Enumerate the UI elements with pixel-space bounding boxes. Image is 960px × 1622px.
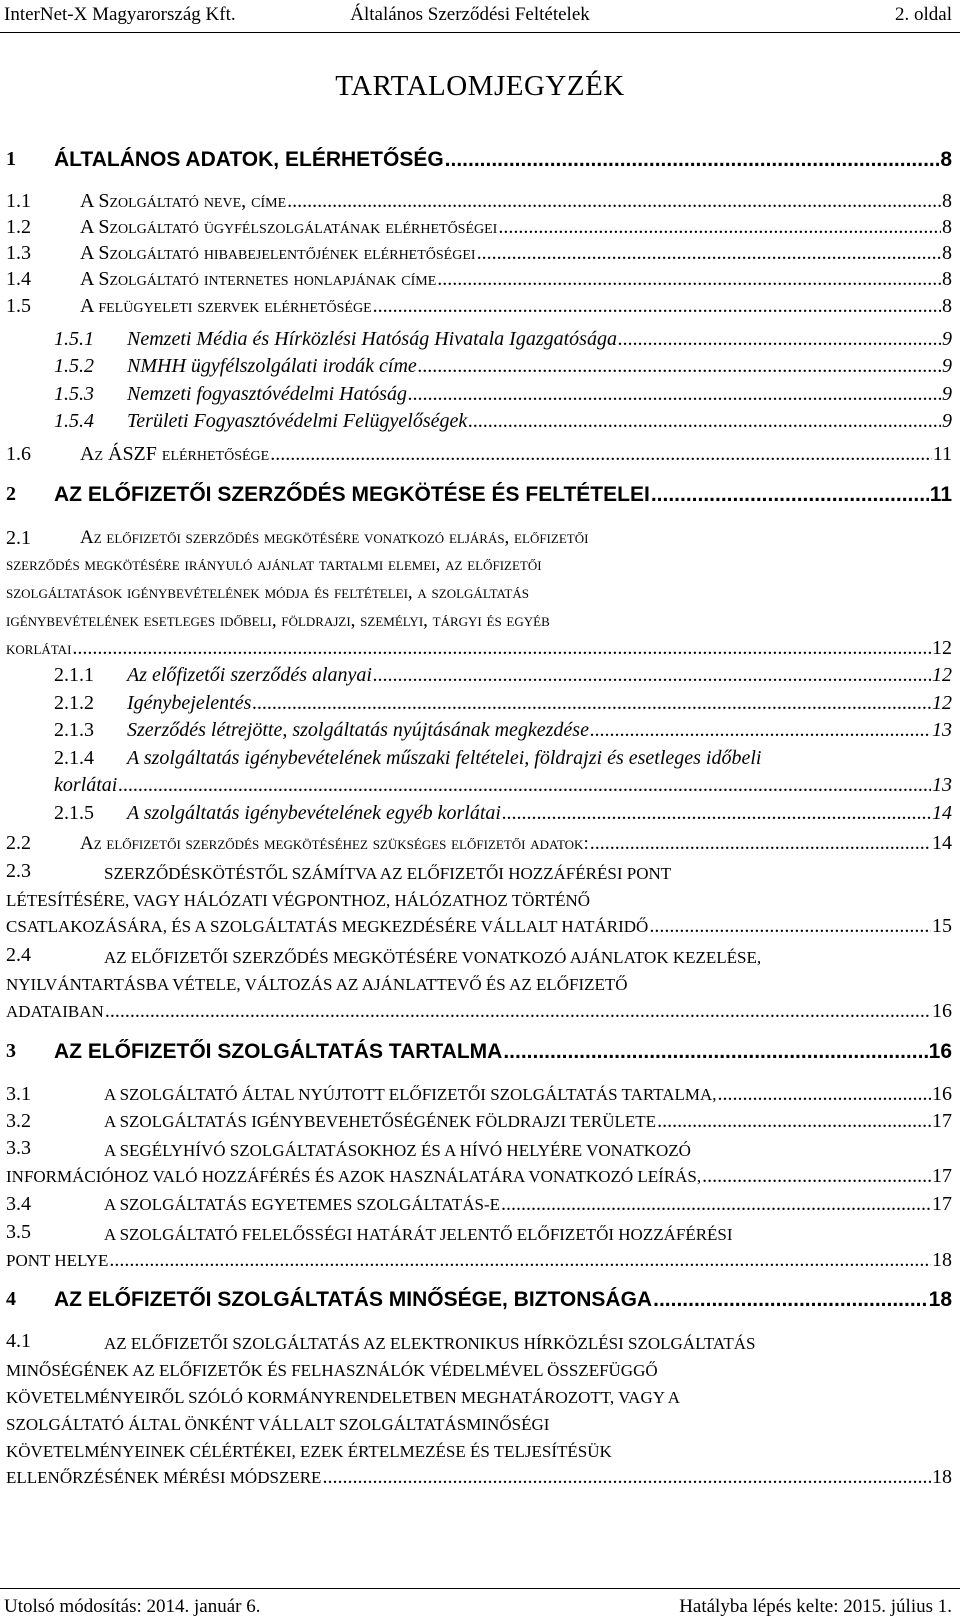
toc-entry-2-2[interactable]: 2.2 Az előfizetői szerződés megkötéséhez szükséges előfizetői adatok: ..... 14 xyxy=(0,832,960,862)
header-document-title: Általános Szerződési Feltételek xyxy=(350,4,590,25)
toc-entry-1-6[interactable]: 1.6 Az ÁSZF elérhetősége ..... 11 xyxy=(0,443,960,473)
footer-effective-date: Hatályba lépés kelte: 2015. július 1. xyxy=(679,1596,952,1617)
toc-entry-1-5-4[interactable]: 1.5.4 Területi Fogyasztóvédelmi Felügyelőségek ..... 9 xyxy=(0,410,960,440)
page-title: TARTALOMJEGYZÉK xyxy=(335,70,625,102)
toc-entry-1-2[interactable]: 1.2 A Szolgáltató ügyfélszolgálatának elérhetőségei ..... 8 xyxy=(0,216,960,246)
toc-entry-1-5-1[interactable]: 1.5.1 Nemzeti Média és Hírközlési Hatóság Hivatala Igazgatósága ..... 9 xyxy=(0,328,960,358)
toc-entry-1-4[interactable]: 1.4 A Szolgáltató internetes honlapjának címe ..... 8 xyxy=(0,268,960,298)
table-of-contents: 1 ÁLTALÁNOS ADATOK, ELÉRHETŐSÉG ..... 8 1.1 A Szolgáltató neve, címe ..... 8 1.2 A Szolgáltató ügyfélszolgálatának elérhetőségei ..... 8 1.3 A Szolgáltató hibabejelentőjének elérhetőségei ..... 8 1.4 A Szolgáltató internetes honlapjának címe ..... 8 1.5 A felügyeleti szervek elérhetősége ..... 8 1.5.1 Nemzeti Média és Hírközlési Hatóság Hivatala Igazgatósága ..... 9 1.5.2 NMHH ügyfélszolgálati irodák címe ..... 9 1.5.3 Nemzeti fogyasztóvédelmi Hatóság ..... 9 1.5.4 Területi Fogyasztóvédelmi Felügyelőségek ..... 9 1.6 Az ÁSZF elérhetősége ..... 11 2 AZ ELŐFIZETŐI SZERZŐDÉS MEGKÖTÉSE ÉS FELTÉTELEI ..... 11 2.1 Az előfizetői szerződés megkötésére vonatkozó eljárás, előfizetői szerződés megkötésére irányuló ajánlat tartalmi elemei, az előfizetői szolgáltatások igénybevételének módja és feltételei, a szolgáltatás igénybevételének esetleges időbeli, földrajzi, személyi, tárgyi és egyéb korlátai ..... 12 2.1.1 Az előfizetői szerződés alanyai ..... 12 2.1.2 Igénybejelentés ..... 12 2.1.3 Szerződés létrejötte, szolgáltatás nyújtásának megkezdése ..... 13 2.1.4 A szolgáltatás igénybevételének műszaki feltételei, földrajzi és esetleges időbeli korlátai ..... 13 2.1.5 A szolgáltatás igénybevételének egyéb korlátai ..... 14 2.2 Az előfizetői szerződés megkötéséhez szükséges előfizetői adatok: ..... 14 2.3 SZERZŐDÉSKÖTÉSTŐL SZÁMÍTVA AZ ELŐFIZETŐI HOZZÁFÉRÉSI PONT LÉTESÍTÉSÉRE, VAGY HÁLÓZATI VÉGPONTHOZ, HÁLÓZATHOZ TÖRTÉNŐ CSATLAKOZÁSÁRA, ÉS A SZOLGÁLTATÁS MEGKEZDÉSÉRE VÁLLALT HATÁRIDŐ ..... 15 2.4 AZ ELŐFIZETŐI SZERZŐDÉS MEGKÖTÉSÉRE VONATKOZÓ AJÁNLATOK KEZELÉSE, NYILVÁNTARTÁSBA VÉTELE, VÁLTOZÁS AZ AJÁNLATTEVŐ ÉS AZ ELŐFIZETŐ ADATAIBAN ..... 16 3 AZ ELŐFIZETŐI SZOLGÁLTATÁS TARTALMA ..... 16 3.1 A SZOLGÁLTATÓ ÁLTAL NYÚJTOTT ELŐFIZETŐI SZOLGÁLTATÁS TARTALMA, ..... 16 3.2 A SZOLGÁLTATÁS IGÉNYBEVEHETŐSÉGÉNEK FÖLDRAJZI TERÜLETE ..... 17 3.3 A SEGÉLYHÍVÓ SZOLGÁLTATÁSOKHOZ ÉS A HÍVÓ HELYÉRE VONATKOZÓ INFORMÁCIÓHOZ VALÓ HOZZÁFÉRÉS ÉS AZOK HASZNÁLATÁRA VONATKOZÓ LEÍRÁS, ..... 17 3.4 A SZOLGÁLTATÁS EGYETEMES SZOLGÁLTATÁS-E ..... 17 3.5 A SZOLGÁLTATÓ FELELŐSSÉGI HATÁRÁT JELENTŐ ELŐFIZETŐI HOZZÁFÉRÉSI PONT HELYE ..... 18 4 AZ ELŐFIZETŐI SZOLGÁLTATÁS MINŐSÉGE, BIZTONSÁGA ..... 18 4.1 AZ ELŐFIZETŐI SZOLGÁLTATÁS AZ ELEKTRONIKUS HÍRKÖZLÉSI SZOLGÁLTATÁS MINŐSÉGÉNEK AZ ELŐFIZETŐK ÉS FELHASZNÁLÓK VÉDELMÉVEL ÖSSZEFÜGGŐ KÖVETELMÉNYEIRŐL SZÓLÓ KORMÁNYRENDELETBEN MEGHATÁROZOTT, VAGY A SZOLGÁLTATÓ ÁLTAL ÖNKÉNT VÁLLALT SZOLGÁLTATÁSMINŐSÉGI KÖVETELMÉNYEINEK CÉLÉRTÉKEI, EZEK ÉRTELMEZÉSE ÉS TELJESÍTÉSÜK ELLENŐRZÉSÉNEK MÉRÉSI MÓDSZERE ..... 18 xyxy=(0,0,960,1622)
toc-entry-1-5-3[interactable]: 1.5.3 Nemzeti fogyasztóvédelmi Hatóság ..... 9 xyxy=(0,383,960,413)
toc-entry-3-1[interactable]: 3.1 A SZOLGÁLTATÓ ÁLTAL NYÚJTOTT ELŐFIZETŐI SZOLGÁLTATÁS TARTALMA, ..... 16 xyxy=(0,1083,960,1113)
toc-entry-1-5-2[interactable]: 1.5.2 NMHH ügyfélszolgálati irodák címe ..... 9 xyxy=(0,355,960,385)
toc-entry-2-1-1[interactable]: 2.1.1 Az előfizetői szerződés alanyai ..... 12 xyxy=(0,664,960,694)
toc-entry-2[interactable]: 2 AZ ELŐFIZETŐI SZERZŐDÉS MEGKÖTÉSE ÉS FELTÉTELEI ..... 11 xyxy=(0,483,960,513)
header-company: InterNet-X Magyarország Kft. xyxy=(4,4,236,25)
toc-entry-1-5[interactable]: 1.5 A felügyeleti szervek elérhetősége ..... 8 xyxy=(0,295,960,325)
toc-entry-4[interactable]: 4 AZ ELŐFIZETŐI SZOLGÁLTATÁS MINŐSÉGE, BIZTONSÁGA ..... 18 xyxy=(0,1288,960,1318)
toc-entry-3-2[interactable]: 3.2 A SZOLGÁLTATÁS IGÉNYBEVEHETŐSÉGÉNEK FÖLDRAJZI TERÜLETE ..... 17 xyxy=(0,1110,960,1140)
toc-entry-3[interactable]: 3 AZ ELŐFIZETŐI SZOLGÁLTATÁS TARTALMA ..... 16 xyxy=(0,1040,960,1070)
footer-rule xyxy=(0,1588,960,1589)
toc-entry-3-4[interactable]: 3.4 A SZOLGÁLTATÁS EGYETEMES SZOLGÁLTATÁS-E ..... 17 xyxy=(0,1193,960,1223)
toc-entry-2-1-2[interactable]: 2.1.2 Igénybejelentés ..... 12 xyxy=(0,692,960,722)
footer-last-modified: Utolsó módosítás: 2014. január 6. xyxy=(4,1596,261,1617)
toc-entry-1-3[interactable]: 1.3 A Szolgáltató hibabejelentőjének elérhetőségei ..... 8 xyxy=(0,242,960,272)
toc-entry-2-1-5[interactable]: 2.1.5 A szolgáltatás igénybevételének egyéb korlátai ..... 14 xyxy=(0,802,960,832)
toc-entry-1[interactable]: 1 ÁLTALÁNOS ADATOK, ELÉRHETŐSÉG ..... 8 xyxy=(0,148,960,178)
toc-entry-2-1-3[interactable]: 2.1.3 Szerződés létrejötte, szolgáltatás nyújtásának megkezdése ..... 13 xyxy=(0,719,960,749)
header-page-number: 2. oldal xyxy=(895,4,952,25)
toc-entry-1-1[interactable]: 1.1 A Szolgáltató neve, címe ..... 8 xyxy=(0,190,960,220)
